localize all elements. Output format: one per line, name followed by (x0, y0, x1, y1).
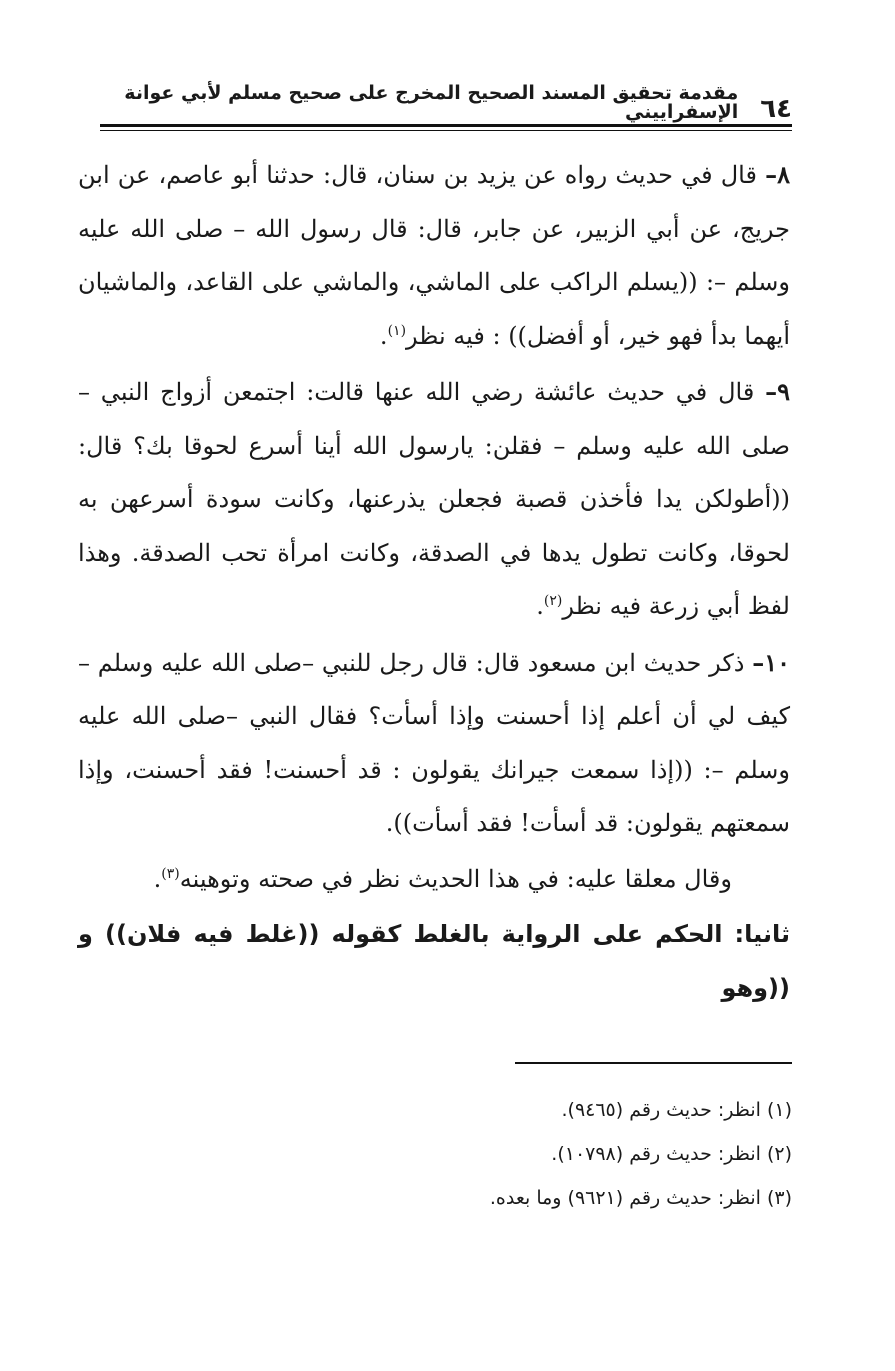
item-number: ٩– (765, 377, 790, 406)
running-header (100, 82, 792, 122)
footnote-1: (١) انظر: حديث رقم (٩٤٦٥). (561, 1099, 792, 1121)
footnote-ref: (٢) (543, 593, 563, 609)
footnote-2: (٢) انظر: حديث رقم (١٠٧٩٨). (551, 1143, 792, 1165)
running-title: مقدمة تحقيق المسند الصحيح المخرج على صحيح مسلم لأبي عوانة الإسفراييني (124, 82, 739, 123)
footnote-ref: (١) (387, 322, 407, 339)
item-number: ٨– (765, 160, 790, 189)
full-stop: . (153, 864, 162, 893)
paragraph-8 (78, 148, 790, 363)
paragraph-text: ذكر حديث ابن مسعود قال: قال رجل للنبي –صلى الله عليه وسلم – كيف لي أن أعلم إذا أحسنت وإذا أسأت؟ فقال النبي –صلى الله عليه وسلم –: ((إذا سمعت جيرانك يقولون : قد أحسنت! فقد أحسنت، وإذا سمعتهم يقولون: قد أسأت! فقد أسأت)). (78, 648, 790, 837)
footnotes (100, 1088, 792, 1220)
paragraph-10 (78, 636, 790, 851)
section-heading: ثانيا: الحكم على الرواية بالغلط كقوله ((غلط فيه فلان)) و ((وهو (78, 920, 790, 1002)
full-stop: . (379, 321, 388, 350)
header-rule-thick (100, 124, 792, 127)
footnote-separator (515, 1062, 792, 1064)
header-rule-thin (100, 130, 792, 131)
page-number: ٦٤ (760, 94, 792, 124)
footnote-3: (٣) انظر: حديث رقم (٩٦٢١) وما بعده. (489, 1187, 792, 1209)
footnote-ref: (٣) (161, 865, 180, 882)
paragraph-text: قال في حديث رواه عن يزيد بن سنان، قال: حدثنا أبو عاصم، عن ابن جريج، عن أبي الزبير، عن جابر، قال: قال رسول الله – صلى الله عليه وسلم –: ((يسلم الراكب على الماشي، والماشي على القاعد، والماشيان أيهما بدأ فهو خير، أو أفضل)) : فيه نظر (78, 161, 790, 350)
commentary-text: وقال معلقا عليه: في هذا الحديث نظر في صحته وتوهينه (179, 864, 732, 893)
commentary-paragraph (78, 853, 790, 907)
item-number: ١٠– (752, 647, 790, 677)
paragraph-text: قال في حديث عائشة رضي الله عنها قالت: اجتمعن أزواج النبي – صلى الله عليه وسلم – فقلن: يارسول الله أينا أسرع لحوقا بك؟ قال: ((أطولكن يدا فأخذن قصبة فجعلن يذرعنها، وكانت سودة أسرعهن به لحوقا، وكانت تطول يدها في الصدقة، وكانت امرأة تحب الصدقة. وهذا لفظ أبي زرعة فيه نظر (78, 378, 790, 620)
main-text (78, 148, 790, 1015)
paragraph-9 (78, 365, 790, 634)
full-stop: . (536, 592, 544, 620)
